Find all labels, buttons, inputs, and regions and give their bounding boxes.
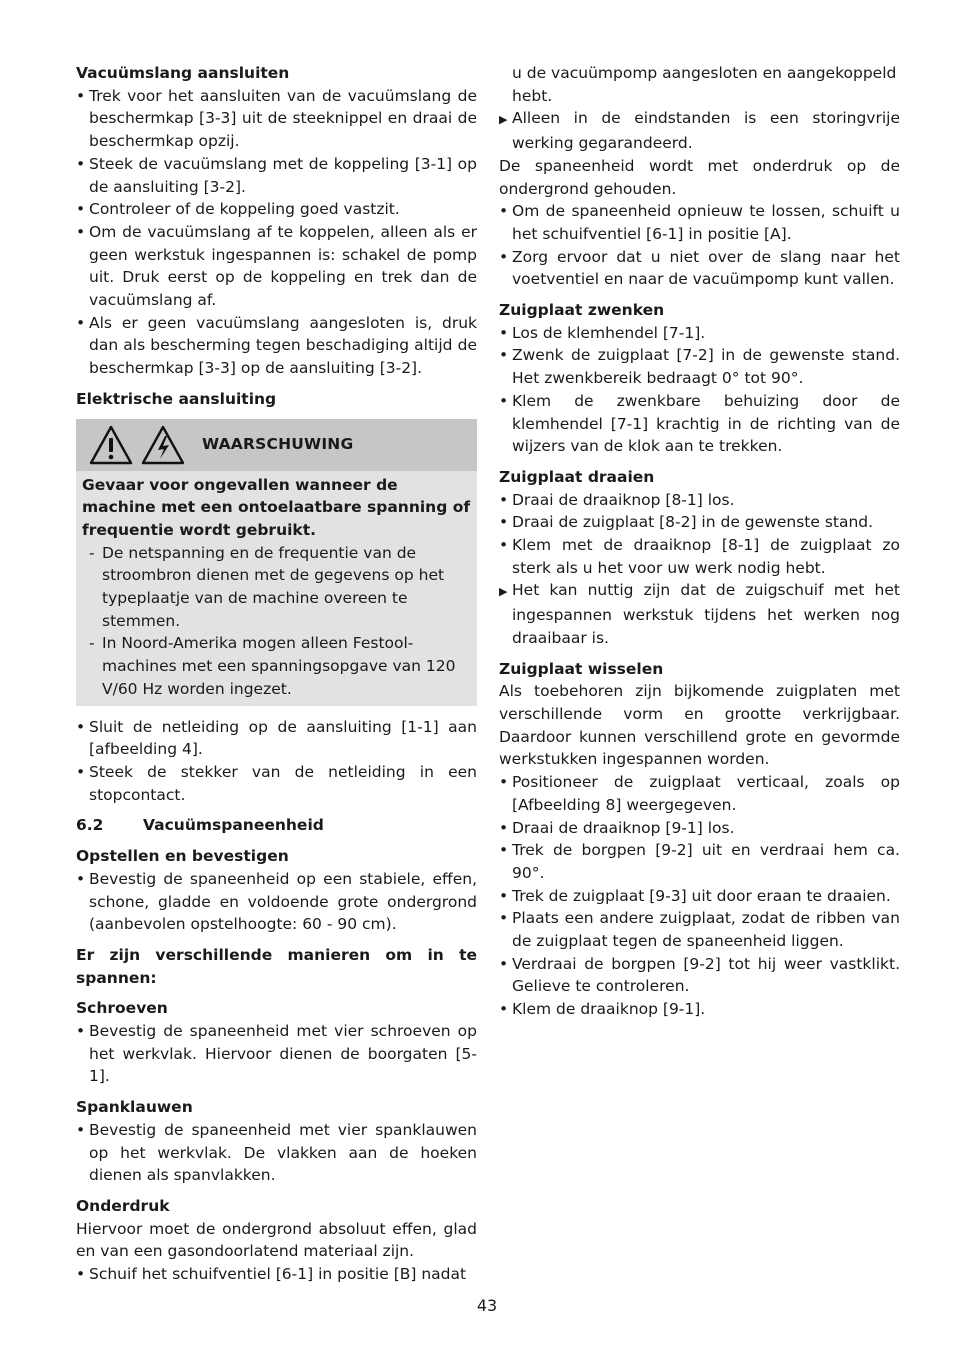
heading-vacuum: Onderdruk <box>76 1196 170 1215</box>
warning-lead: Gevaar voor ongevallen wanneer de machine met een ontoelaatbare spanning of frequentie wordt gebruikt. <box>82 475 471 539</box>
warning-item: - De netspanning en de frequentie van de stroombron dienen met de gegevens op het typeplaatje van de machine overeen te stemmen. <box>82 542 471 633</box>
list-item: • Steek de stekker van de netleiding in een stopcontact. <box>76 761 477 806</box>
warning-header <box>76 419 477 471</box>
list-item: • Draai de draaiknop [9-1] los. <box>499 817 900 840</box>
list-item: • Schuif het schuifventiel [6-1] in positie [B] nadat <box>76 1263 477 1286</box>
paragraph: Hiervoor moet de ondergrond absoluut effen, glad en van een gasondoorlatend materiaal zijn. <box>76 1219 477 1261</box>
right-column <box>499 62 900 1021</box>
warning-body <box>76 471 477 706</box>
warning-title: WAARSCHUWING <box>202 435 354 454</box>
list-item: • Steek de vacuümslang met de koppeling [3-1] op de aansluiting [3-2]. <box>76 153 477 198</box>
list-item: • Zorg ervoor dat u niet over de slang naar het voetventiel en naar de vacuümpomp kunt vallen. <box>499 246 900 291</box>
section-number: 6.2 <box>76 816 104 835</box>
left-column <box>76 62 477 1286</box>
list-item: • Klem met de draaiknop [8-1] de zuigplaat zo sterk als u het voor uw werk nodig hebt. <box>499 534 900 579</box>
list-item: • Verdraai de borgpen [9-2] tot hij weer vastklikt. Gelieve te controleren. <box>499 953 900 998</box>
section-title: Vacuümspaneenheid <box>143 816 324 835</box>
list-item: • Klem de draaiknop [9-1]. <box>499 998 900 1021</box>
list-item: • Trek de borgpen [9-2] uit en verdraai hem ca. 90°. <box>499 839 900 884</box>
paragraph: De spaneenheid wordt met onderdruk op de ondergrond gehouden. <box>499 156 900 198</box>
heading-rotate: Zuigplaat draaien <box>499 467 655 486</box>
result-item: ▶ Het kan nuttig zijn dat de zuigschuif met het ingespannen werkstuk tijdens het werken nog draaibaar is. <box>499 579 900 649</box>
heading-clamping-ways: Er zijn verschillende manieren om in te spannen: <box>76 945 477 987</box>
result-item: ▶ Alleen in de eindstanden is een storingvrije werking gegarandeerd. <box>499 107 900 154</box>
list-item: • Trek voor het aansluiten van de vacuümslang de beschermkap [3-3] uit de steeknippel en draai de beschermkap opzij. <box>76 85 477 153</box>
list-item: • Sluit de netleiding op de aansluiting [1-1] aan [afbeelding 4]. <box>76 716 477 761</box>
warning-box <box>76 419 477 706</box>
heading-clamps: Spanklauwen <box>76 1098 193 1117</box>
list-item: • Bevestig de spaneenheid met vier schroeven op het werkvlak. Hiervoor dienen de boorgaten [5-1]. <box>76 1020 477 1088</box>
list-item: • Los de klemhendel [7-1]. <box>499 322 900 345</box>
list-item: • Zwenk de zuigplaat [7-2] in de gewenste stand. Het zwenkbereik bedraagt 0° tot 90°. <box>499 344 900 389</box>
warning-triangle-icon <box>88 424 134 466</box>
paragraph: Als toebehoren zijn bijkomende zuigplaten met verschillende vorm en grootte verkrijgbaar. Daardoor kunnen verschillend grote en gevormde werkstukken ingespannen worden. <box>499 682 900 769</box>
list-item: • Controleer of de koppeling goed vastzit. <box>76 198 477 221</box>
heading-change: Zuigplaat wisselen <box>499 659 664 678</box>
warning-item: - In Noord-Amerika mogen alleen Festool-machines met een spanningsopgave van 120 V/60 Hz worden ingezet. <box>82 632 471 700</box>
heading-electrical: Elektrische aansluiting <box>76 389 277 408</box>
electric-hazard-icon <box>140 424 186 466</box>
list-item: • Om de vacuümslang af te koppelen, alleen als er geen werkstuk ingespannen is: schakel de pomp uit. Druk eerst op de koppeling en trek dan de vacuümslang af. <box>76 221 477 312</box>
heading-swivel: Zuigplaat zwenken <box>499 301 665 320</box>
list-item: • Als er geen vacuümslang aangesloten is, druk dan als bescherming tegen beschadiging altijd de beschermkap [3-3] op de aansluiting [3-2]. <box>76 312 477 380</box>
heading-vacuum-hose: Vacuümslang aansluiten <box>76 64 290 82</box>
list-item: • Bevestig de spaneenheid met vier spanklauwen op het werkvlak. De vlakken aan de hoeken dienen als spanvlakken. <box>76 1119 477 1187</box>
heading-screws: Schroeven <box>76 999 168 1018</box>
list-item: • Bevestig de spaneenheid op een stabiele, effen, schone, gladde en voldoende grote ondergrond (aanbevolen opstelhoogte: 60 - 90 cm). <box>76 868 477 936</box>
continued-text: u de vacuümpomp aangesloten en aangekoppeld hebt. <box>512 64 897 105</box>
heading-setup: Opstellen en bevestigen <box>76 847 289 866</box>
list-item: • Om de spaneenheid opnieuw te lossen, schuift u het schuifventiel [6-1] in positie [A]. <box>499 200 900 245</box>
list-item: • Draai de draaiknop [8-1] los. <box>499 489 900 512</box>
section-heading <box>76 814 477 837</box>
list-item: • Draai de zuigplaat [8-2] in de gewenste stand. <box>499 511 900 534</box>
list-item: • Klem de zwenkbare behuizing door de klemhendel [7-1] krachtig in de richting van de wijzers van de klok aan te trekken. <box>499 390 900 458</box>
list-item: • Trek de zuigplaat [9-3] uit door eraan te draaien. <box>499 885 900 908</box>
list-item: • Positioneer de zuigplaat verticaal, zoals op [Afbeelding 8] weergegeven. <box>499 771 900 816</box>
page-number: 43 <box>476 1296 498 1315</box>
list-item: • Plaats een andere zuigplaat, zodat de ribben van de zuigplaat tegen de spaneenheid liggen. <box>499 907 900 952</box>
